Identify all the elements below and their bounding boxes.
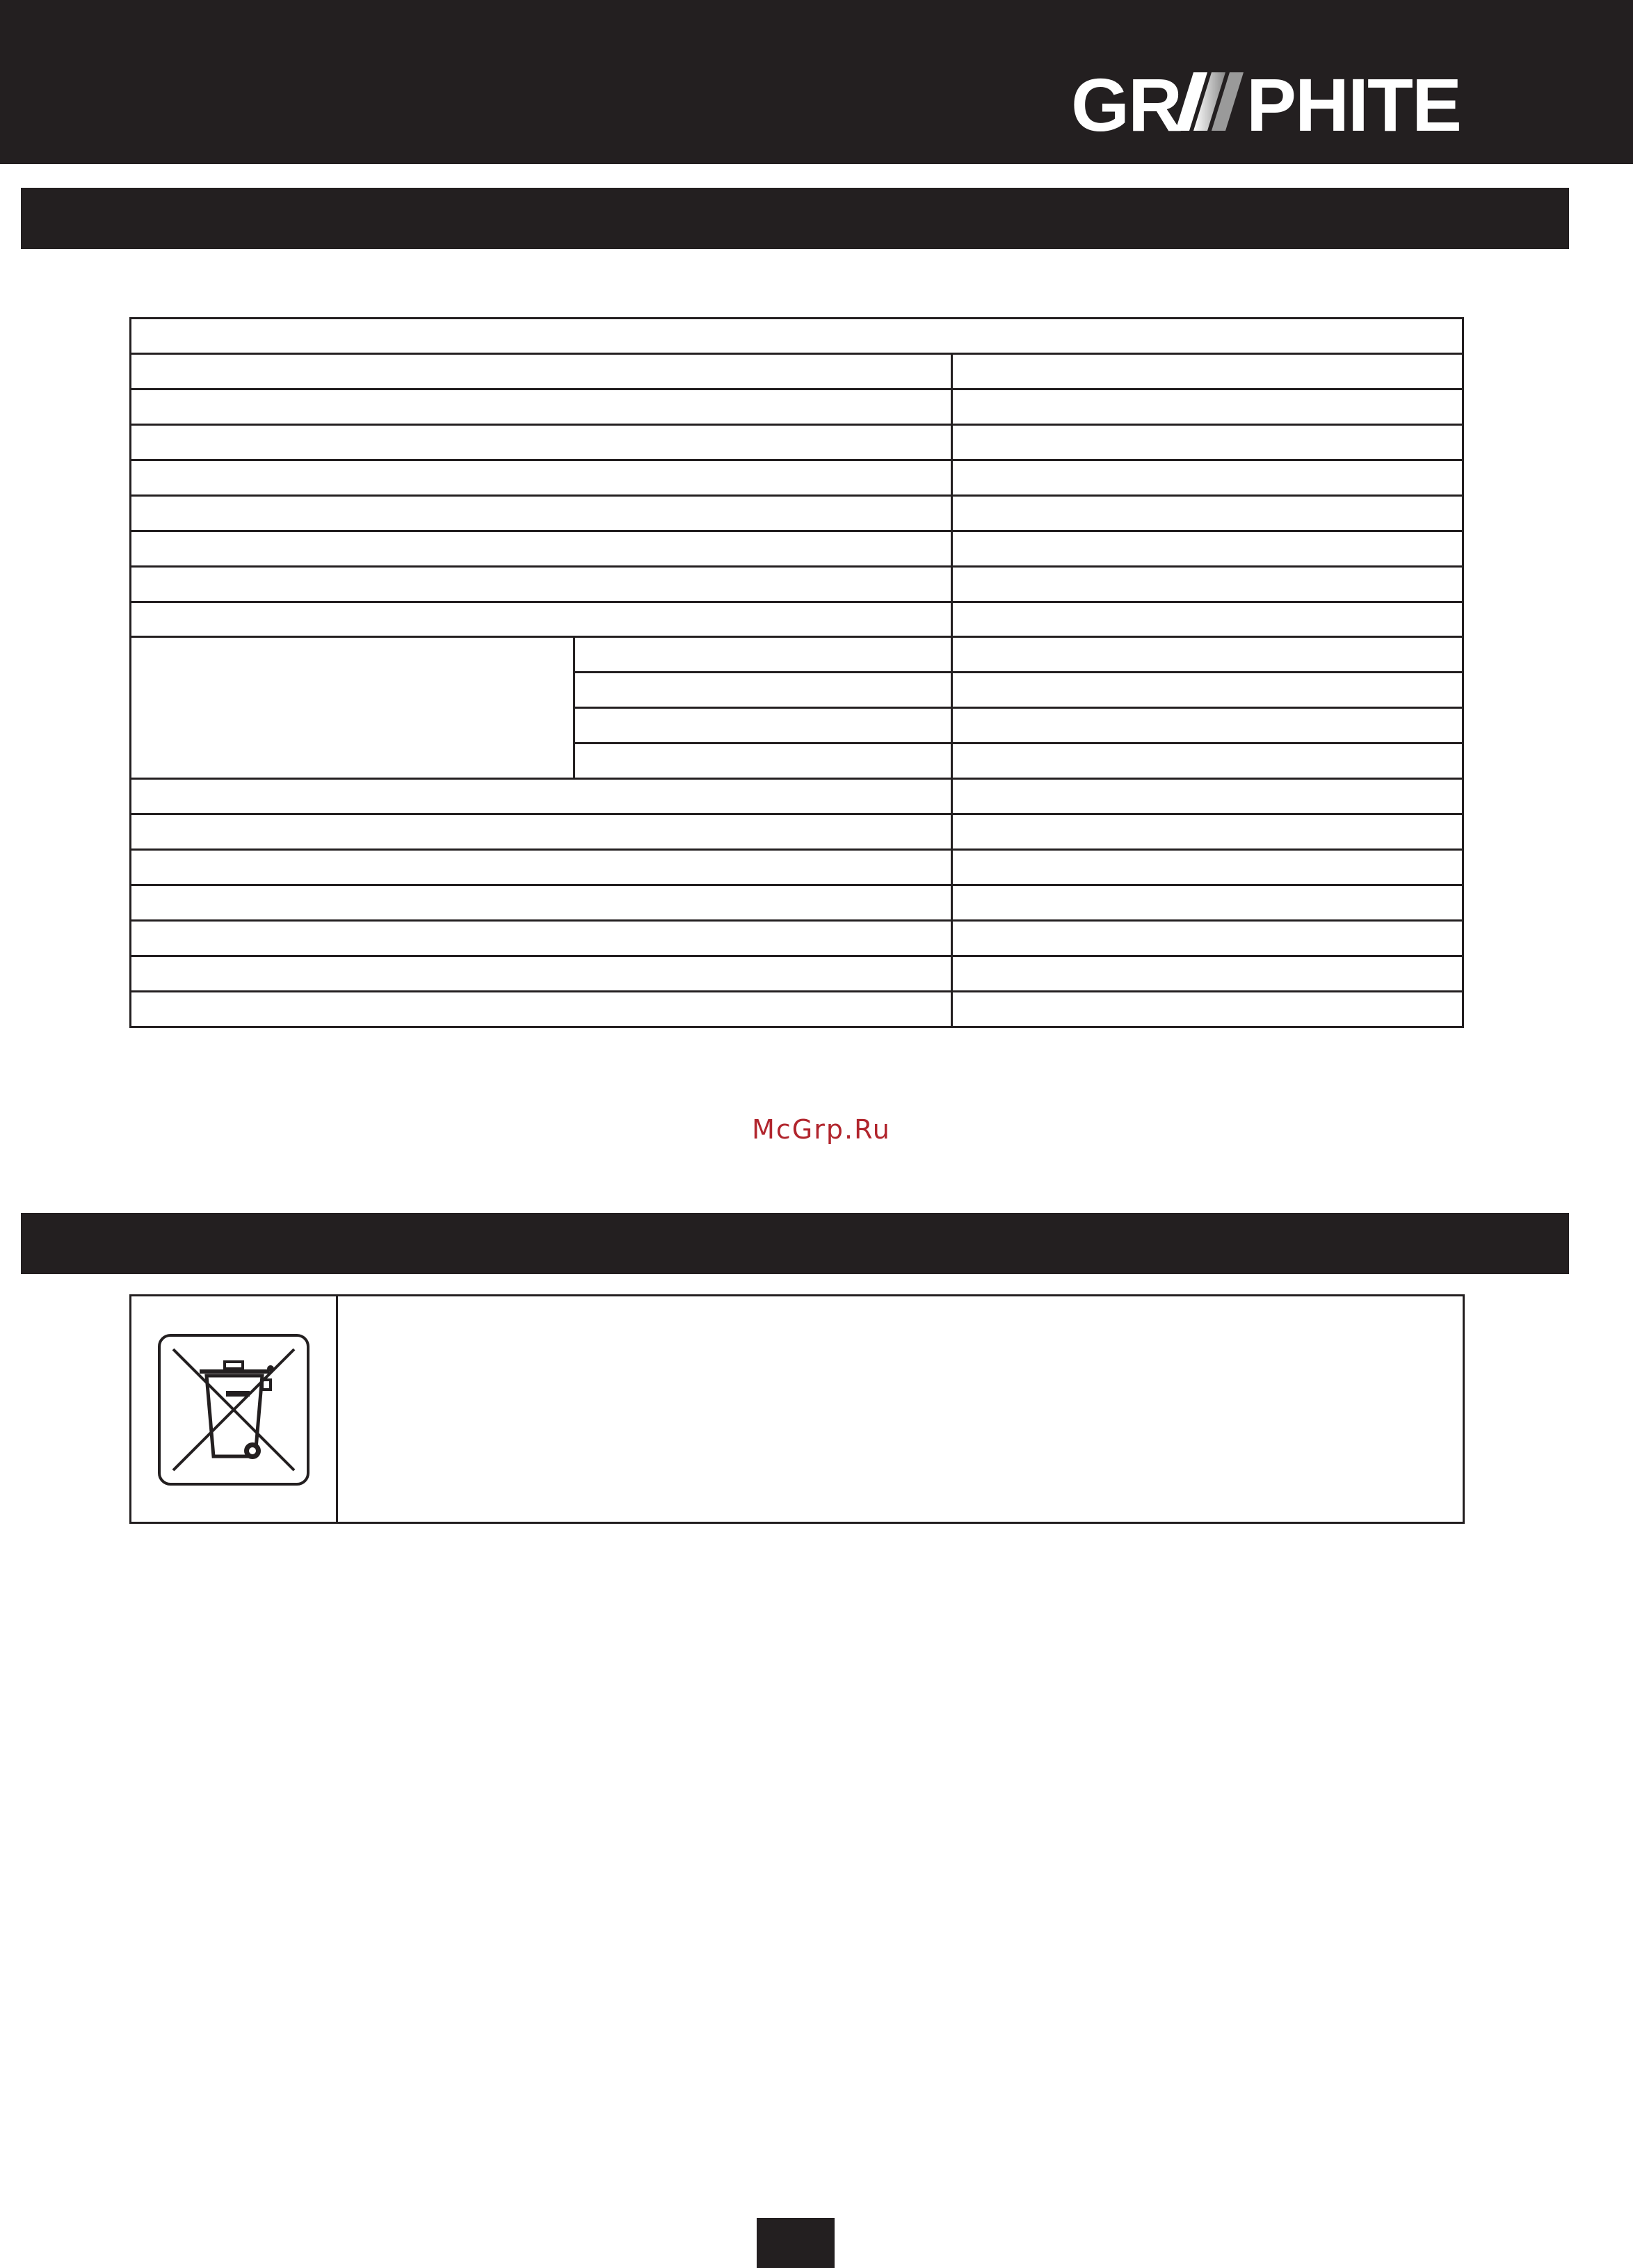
table-row [131,779,1463,814]
graphite-logo [1071,70,1465,134]
table-cell [131,885,952,921]
table-cell [131,637,574,779]
table-cell [952,956,1463,991]
table-row [131,389,1463,424]
table-cell [131,602,952,637]
table-row [131,850,1463,885]
table-cell [131,389,952,424]
table-cell [952,353,1463,389]
table-cell [574,743,952,779]
table-row [131,460,1463,495]
table-cell [952,531,1463,566]
table-cell [952,779,1463,814]
table-row [131,637,1463,673]
table-row [131,424,1463,460]
disposal-info-box [129,1294,1465,1524]
table-row [131,991,1463,1027]
table-cell [952,850,1463,885]
crossed-out-wheelie-bin-icon [158,1334,309,1486]
table-cell [574,708,952,743]
table-cell [952,637,1463,673]
table-row [131,885,1463,921]
table-cell [131,920,952,956]
table-cell [952,814,1463,850]
table-cell [952,495,1463,531]
table-cell [131,353,952,389]
table-cell [131,460,952,495]
table-row [131,495,1463,531]
table-cell [131,779,952,814]
table-cell [952,743,1463,779]
table-row [131,566,1463,602]
table-cell [952,991,1463,1027]
table-cell [952,424,1463,460]
table-cell [574,637,952,673]
table-cell [952,885,1463,921]
table-cell [574,673,952,708]
table-cell [131,991,952,1027]
table-cell [952,389,1463,424]
table-row [131,531,1463,566]
table-cell [131,566,952,602]
table-cell [131,424,952,460]
table-cell [131,814,952,850]
table-row [131,602,1463,637]
table-row [131,319,1463,354]
specifications-table [129,317,1464,1028]
table-cell [131,956,952,991]
section-header-bar-disposal [21,1213,1569,1274]
table-cell [131,531,952,566]
table-row [131,353,1463,389]
table-row [131,814,1463,850]
table-cell [131,495,952,531]
table-cell [131,319,1463,354]
section-header-bar-specifications [21,188,1569,249]
table-row [131,920,1463,956]
svg-text:GR: GR [1071,70,1181,134]
table-cell [952,602,1463,637]
table-cell [952,460,1463,495]
svg-text:PHITE: PHITE [1246,70,1461,134]
page-number-tab [757,2218,835,2268]
table-row [131,956,1463,991]
table-cell [952,708,1463,743]
table-cell [952,566,1463,602]
header-bar [0,0,1633,164]
watermark-text[interactable]: McGrp.Ru [752,1114,891,1145]
disposal-icon-cell [131,1296,338,1522]
table-cell [952,673,1463,708]
table-cell [952,920,1463,956]
table-cell [131,850,952,885]
